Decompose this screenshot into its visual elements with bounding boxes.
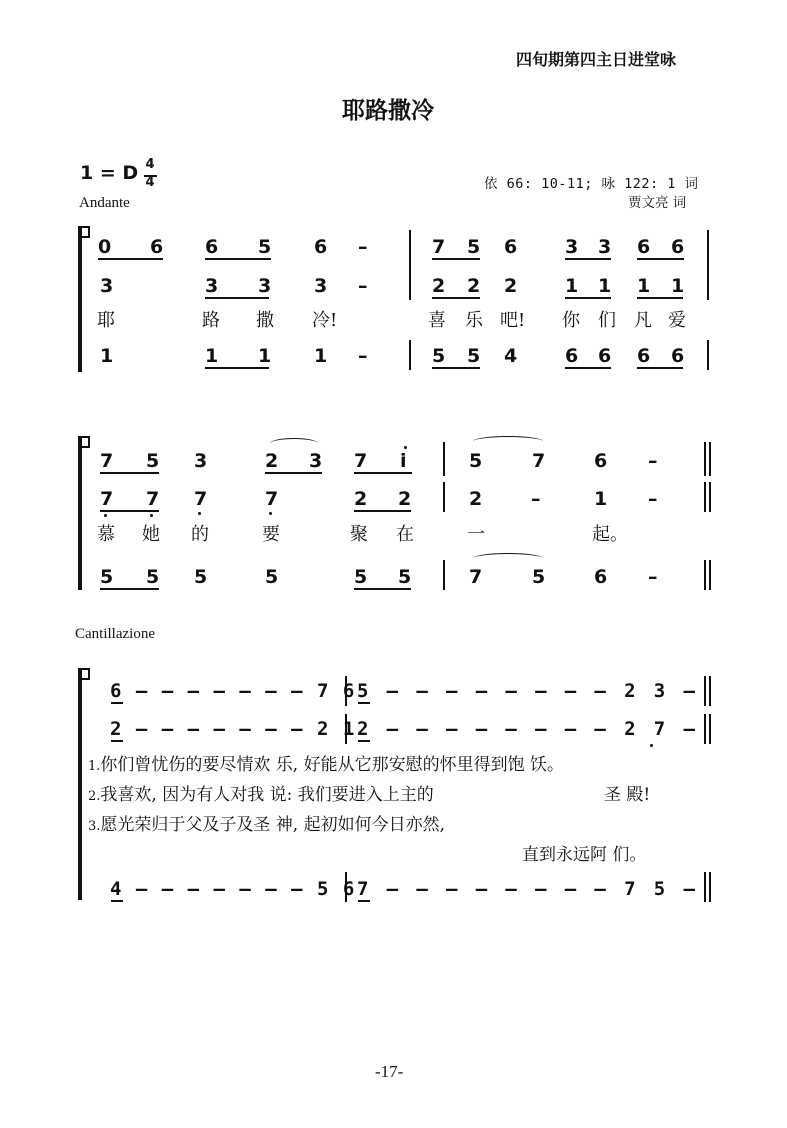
- time-signature-bottom: 4: [145, 175, 155, 190]
- note: 3: [309, 450, 323, 472]
- barline: [409, 268, 411, 300]
- lyric-syllable: 冷!: [312, 310, 338, 331]
- beam: [565, 258, 611, 260]
- note: 1: [100, 345, 114, 367]
- system-bracket: [78, 226, 88, 372]
- beam: [100, 510, 158, 512]
- beam: [565, 297, 611, 299]
- note: 5: [467, 236, 481, 258]
- note: 3: [194, 450, 208, 472]
- note: 5: [265, 566, 279, 588]
- note-hold: –: [358, 345, 368, 367]
- note: 3: [258, 275, 272, 297]
- note: 1: [671, 275, 685, 297]
- verse-3-ending: 直到永远阿 们。: [522, 845, 647, 865]
- note: 1: [314, 345, 328, 367]
- underline: [111, 702, 123, 704]
- note: 5: [469, 450, 483, 472]
- final-barline-thick: [709, 714, 711, 744]
- note: 7: [265, 488, 279, 510]
- note: 6: [150, 236, 164, 258]
- final-barline-thin: [704, 560, 706, 590]
- underline: [358, 702, 370, 704]
- lyric-syllable: 她: [142, 524, 160, 545]
- note: 1: [594, 488, 608, 510]
- cantillazione-marking: Cantillazione: [75, 626, 155, 642]
- soprano-chant-a: 6 – – – – – – – 7 6: [110, 680, 356, 702]
- note: 2: [432, 275, 446, 297]
- lyric-syllable: 凡: [634, 310, 652, 331]
- beam: [637, 367, 683, 369]
- low-octave-dot: [650, 744, 653, 747]
- note: 7: [146, 488, 160, 510]
- final-barline-thin: [704, 482, 706, 512]
- note: 6: [205, 236, 219, 258]
- lyric-syllable: 爱: [668, 310, 686, 331]
- note: 6: [594, 566, 608, 588]
- beam: [205, 297, 269, 299]
- lyric-syllable: 路: [202, 310, 220, 331]
- system-bracket: [78, 668, 88, 900]
- note: 2: [504, 275, 518, 297]
- slur: [473, 436, 543, 447]
- low-octave-dot: [198, 512, 201, 515]
- note: 5: [146, 450, 160, 472]
- note-hold: –: [531, 488, 541, 510]
- lyric-syllable: 慕: [97, 524, 115, 545]
- slur: [270, 438, 318, 449]
- note: 5: [146, 566, 160, 588]
- lyric-syllable: 们: [598, 310, 616, 331]
- final-barline-thick: [709, 676, 711, 706]
- page-title: 耶路撒冷: [342, 97, 434, 124]
- final-barline-thin: [704, 442, 706, 476]
- note: 6: [637, 345, 651, 367]
- beam: [354, 510, 410, 512]
- note-hold: –: [648, 566, 658, 588]
- lyric-syllable: 的: [191, 524, 209, 545]
- note: 5: [532, 566, 546, 588]
- lyric-syllable: 吧!: [500, 310, 526, 331]
- note: 5: [398, 566, 412, 588]
- beam: [354, 472, 412, 474]
- soprano-chant-b: 5 – – – – – – – – 2 3 –: [357, 680, 699, 702]
- note: 6: [637, 236, 651, 258]
- note: 3: [205, 275, 219, 297]
- note: 2: [265, 450, 279, 472]
- note: 6: [594, 450, 608, 472]
- beam: [100, 588, 158, 590]
- header-season: 四旬期第四主日进堂咏: [516, 50, 677, 69]
- note: 3: [598, 236, 612, 258]
- note: 7: [194, 488, 208, 510]
- lyric-syllable: 在: [396, 524, 414, 545]
- note: 6: [565, 345, 579, 367]
- note: 6: [504, 236, 518, 258]
- bass-chant-b: 7 – – – – – – – – 7 5 –: [357, 878, 699, 900]
- note: 3: [100, 275, 114, 297]
- note: 2: [469, 488, 483, 510]
- barline: [443, 442, 445, 476]
- note: 6: [314, 236, 328, 258]
- note: 5: [354, 566, 368, 588]
- alto-chant-b: 2 – – – – – – – – 2 7 –: [357, 718, 699, 740]
- note: i: [400, 450, 407, 472]
- lyric-syllable: 撒: [256, 310, 274, 331]
- lyric-syllable: 耶: [97, 310, 115, 331]
- time-signature-top: 4: [145, 157, 155, 172]
- note: 7: [100, 450, 114, 472]
- low-octave-dot: [150, 514, 153, 517]
- barline: [409, 340, 411, 370]
- final-barline-thick: [709, 482, 711, 512]
- bass-chant-a: 4 – – – – – – – 5 6: [110, 878, 356, 900]
- note: 5: [467, 345, 481, 367]
- barline: [409, 230, 411, 268]
- note: 5: [432, 345, 446, 367]
- note: 6: [598, 345, 612, 367]
- note: 0: [98, 236, 112, 258]
- underline: [358, 900, 370, 902]
- high-octave-dot: [404, 446, 407, 449]
- verse-3: 3.愿光荣归于父及子及圣 神, 起初如何今日亦然,: [88, 815, 446, 835]
- note: 2: [398, 488, 412, 510]
- lyric-syllable: 你: [562, 310, 580, 331]
- lyric-syllable: 要: [262, 524, 280, 545]
- note: 7: [532, 450, 546, 472]
- lyricist-credit: 贾文亮 词: [628, 195, 687, 211]
- lyric-syllable: 一: [467, 524, 485, 545]
- beam: [432, 297, 480, 299]
- beam: [354, 588, 410, 590]
- lyric-syllable: 聚: [350, 524, 368, 545]
- beam: [205, 258, 269, 260]
- note: 5: [258, 236, 272, 258]
- final-barline-thick: [709, 560, 711, 590]
- note: 2: [354, 488, 368, 510]
- note-hold: –: [648, 488, 658, 510]
- beam: [637, 297, 683, 299]
- barline: [707, 268, 709, 300]
- note: 5: [194, 566, 208, 588]
- final-barline-thin: [704, 714, 706, 744]
- note: 5: [100, 566, 114, 588]
- note: 7: [100, 488, 114, 510]
- beam: [565, 367, 611, 369]
- barline: [443, 482, 445, 512]
- note: 7: [432, 236, 446, 258]
- note: 4: [504, 345, 518, 367]
- barline: [443, 560, 445, 590]
- verse-1: 1.你们曾忧伤的要尽情欢 乐, 好能从它那安慰的怀里得到饱 饫。: [88, 755, 565, 775]
- beam: [432, 367, 480, 369]
- barline: [707, 230, 709, 268]
- final-barline-thick: [709, 442, 711, 476]
- note: 3: [565, 236, 579, 258]
- lyric-syllable: 乐: [465, 310, 483, 331]
- note: 1: [258, 345, 272, 367]
- final-barline-thin: [704, 872, 706, 902]
- beam: [100, 472, 158, 474]
- lyric-syllable: 起。: [592, 524, 628, 545]
- note: 7: [469, 566, 483, 588]
- beam: [205, 367, 269, 369]
- final-barline-thick: [709, 872, 711, 902]
- verse-2-tail: 圣 殿!: [604, 785, 651, 805]
- underline: [358, 740, 370, 742]
- note: 6: [671, 236, 685, 258]
- note: 2: [467, 275, 481, 297]
- note: 6: [671, 345, 685, 367]
- scripture-reference: 依 66: 10-11; 咏 122: 1 词: [484, 176, 699, 192]
- alto-chant-a: 2 – – – – – – – 2 1: [110, 718, 356, 740]
- beam: [265, 472, 321, 474]
- low-octave-dot: [269, 512, 272, 515]
- note: 7: [354, 450, 368, 472]
- note-hold: –: [358, 275, 368, 297]
- final-barline-thin: [704, 676, 706, 706]
- barline: [707, 340, 709, 370]
- slur: [473, 553, 543, 564]
- note: 1: [205, 345, 219, 367]
- low-octave-dot: [104, 514, 107, 517]
- note: 3: [314, 275, 328, 297]
- lyric-syllable: 喜: [428, 310, 446, 331]
- beam: [98, 258, 162, 260]
- note: 1: [598, 275, 612, 297]
- note-hold: –: [358, 236, 368, 258]
- verse-2: 2.我喜欢, 因为有人对我 说: 我们要进入上主的: [88, 785, 434, 805]
- system-bracket: [78, 436, 88, 590]
- note: 1: [637, 275, 651, 297]
- beam: [432, 258, 480, 260]
- tempo-marking: Andante: [79, 195, 130, 211]
- beam: [637, 258, 683, 260]
- underline: [111, 900, 123, 902]
- page-number: -17-: [375, 1062, 404, 1081]
- note-hold: –: [648, 450, 658, 472]
- note: 1: [565, 275, 579, 297]
- underline: [111, 740, 123, 742]
- key-signature: 1 = D: [80, 162, 139, 184]
